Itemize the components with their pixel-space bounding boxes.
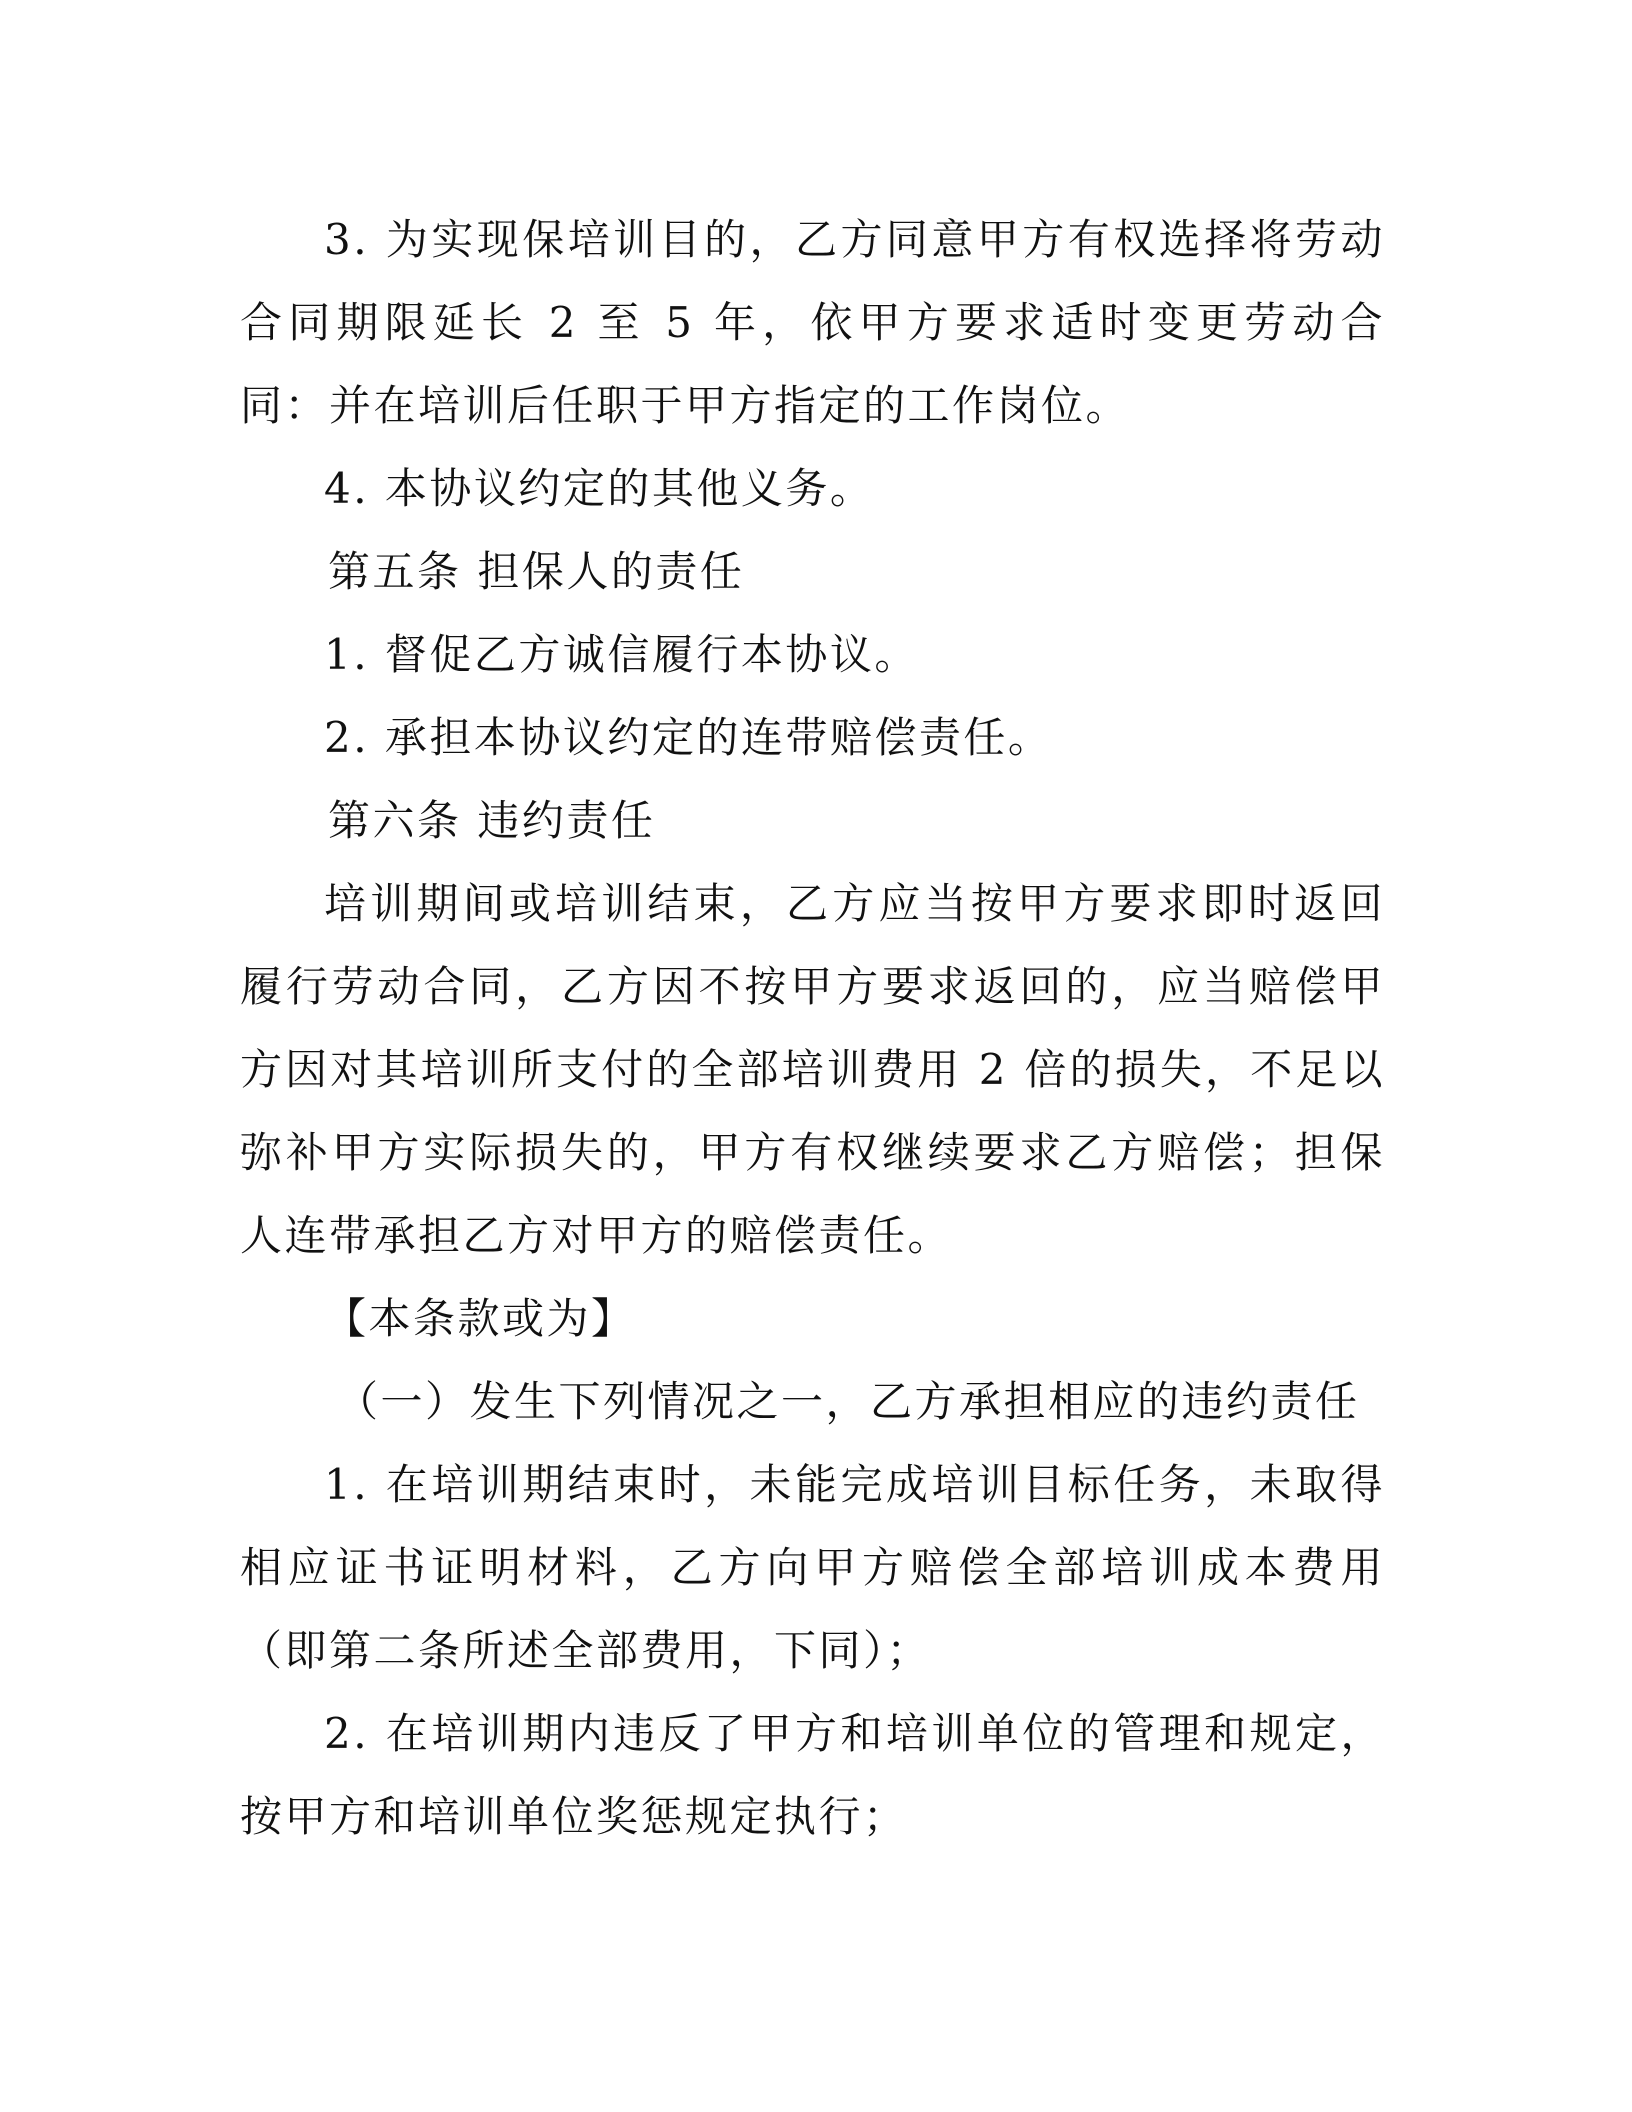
obligation-item-3: 3. 为实现保培训目的，乙方同意甲方有权选择将劳动合同期限延长 2 至 5 年，依甲方要求适时变更劳动合同：并在培训后任职于甲方指定的工作岗位。: [240, 215, 1385, 430]
guarantor-item-2: 2. 承担本协议约定的连带赔偿责任。: [324, 713, 1053, 762]
guarantor-item-1: 1. 督促乙方诚信履行本协议。: [324, 630, 919, 679]
article-5-heading: 第五条 担保人的责任: [328, 547, 745, 596]
breach-paragraph: 培训期间或培训结束，乙方应当按甲方要求即时返回履行劳动合同，乙方因不按甲方要求返回的，应当赔偿甲方因对其培训所支付的全部培训费用 2 倍的损失，不足以弥补甲方实际损失的，甲方有权继续要求乙方赔偿；担保人连带承担乙方对甲方的赔偿责任。: [240, 879, 1385, 1260]
article-6-heading: 第六条 违约责任: [328, 796, 656, 845]
breach-item-2: 2. 在培训期内违反了甲方和培训单位的管理和规定，按甲方和培训单位奖惩规定执行；: [240, 1709, 1385, 1841]
section-one-title: （一）发生下列情况之一，乙方承担相应的违约责任: [336, 1377, 1360, 1426]
breach-item-1: 1. 在培训期结束时，未能完成培训目标任务，未取得相应证书证明材料，乙方向甲方赔偿全部培训成本费用（即第二条所述全部费用，下同）；: [240, 1460, 1385, 1675]
document-body: [240, 198, 1385, 1858]
alternative-clause-title: 【本条款或为】: [324, 1294, 636, 1343]
obligation-item-4: 4. 本协议约定的其他义务。: [324, 464, 875, 513]
